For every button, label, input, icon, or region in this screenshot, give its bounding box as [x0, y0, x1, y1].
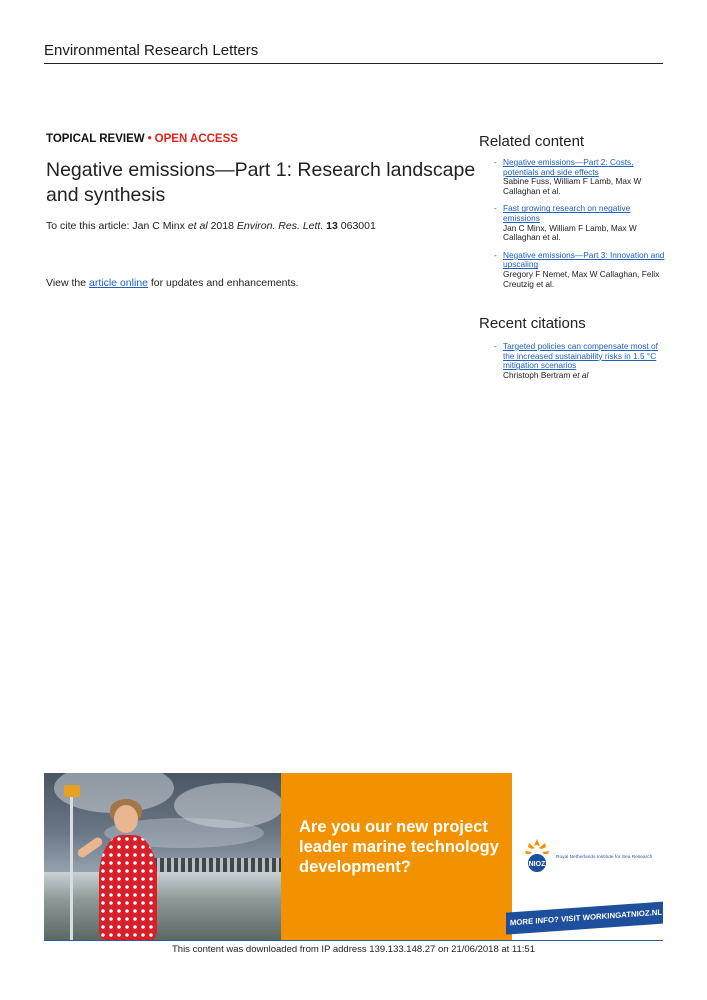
citation-authors: Christoph Bertram — [503, 369, 571, 380]
cite-etal: et al — [187, 220, 208, 232]
open-access-label: OPEN ACCESS — [154, 133, 238, 145]
nioz-logo-text: NIOZ — [528, 861, 546, 868]
view-online-line — [46, 277, 299, 289]
related-authors: Gregory F Nemet, Max W Callaghan, Felix Creutzig et al. — [503, 268, 660, 289]
cite-journal: Environ. Res. Lett. — [236, 220, 324, 232]
ad-photo — [44, 773, 281, 940]
article-type — [46, 133, 238, 145]
list-item — [494, 251, 669, 289]
topical-review-label: TOPICAL REVIEW — [46, 133, 145, 145]
bullet-icon: - — [494, 249, 497, 260]
related-link[interactable]: Negative emissions—Part 2: Costs, potentials and side effects — [503, 157, 634, 177]
nioz-tagline: Royal Netherlands Institute for Sea Research — [556, 855, 653, 860]
cite-prefix: To cite this article: Jan C Minx — [46, 220, 185, 232]
ad-logo-panel — [509, 773, 663, 940]
bullet-icon: - — [494, 341, 497, 351]
list-item — [494, 204, 669, 242]
more-info-button[interactable]: MORE INFO? VISIT WORKINGATNIOZ.NL — [506, 901, 663, 934]
ad-banner[interactable] — [44, 773, 663, 941]
list-item — [494, 158, 669, 196]
list-item — [494, 342, 669, 380]
download-footer: This content was downloaded from IP address 139.133.148.27 on 21/06/2018 at 11:51 — [171, 944, 536, 955]
view-prefix: View the — [46, 277, 87, 289]
recent-citations-list — [494, 342, 669, 388]
related-authors: Jan C Minx, William F Lamb, Max W Callaghan et al. — [503, 222, 637, 243]
citation-link[interactable]: Targeted policies can compensate most of the increased sustainability risks in 1.5 °C mitigation scenarios — [503, 341, 658, 371]
recent-citations-heading: Recent citations — [479, 315, 586, 332]
bullet-icon: - — [494, 157, 497, 167]
nioz-logo-icon — [524, 837, 550, 873]
related-authors: Sabine Fuss, William F Lamb, Max W Callaghan et al. — [503, 176, 642, 196]
ad-headline: Are you our new project leader marine technology development? — [299, 818, 499, 876]
view-suffix: for updates and enhancements. — [150, 277, 299, 289]
bullet-icon: - — [494, 203, 497, 214]
separator-dot: • — [147, 133, 152, 145]
cite-year: 2018 — [210, 220, 234, 232]
article-online-link[interactable]: article online — [89, 277, 148, 289]
ad-orange-panel — [281, 773, 512, 940]
related-link[interactable]: Negative emissions—Part 3: Innovation and upscaling — [503, 249, 665, 270]
article-title: Negative emissions—Part 1: Research landscape and synthesis — [46, 159, 476, 206]
citation-line — [46, 220, 376, 232]
cite-volume: 13 — [326, 220, 338, 232]
journal-header: Environmental Research Letters — [44, 42, 663, 64]
related-link[interactable]: Fast growing research on negative emissions — [503, 203, 631, 223]
related-content-list — [494, 158, 669, 297]
related-content-heading: Related content — [479, 133, 585, 150]
citation-etal: et al — [572, 369, 589, 380]
cite-number: 063001 — [340, 220, 376, 232]
